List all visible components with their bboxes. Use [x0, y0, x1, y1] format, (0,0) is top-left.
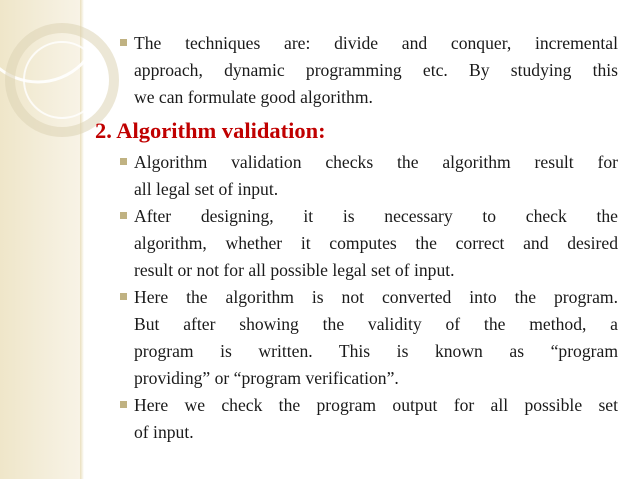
bullet-line: result or not for all possible legal set of input.	[134, 260, 455, 280]
bullet-line: program is written. This is known as “program	[134, 341, 618, 361]
bullet-marker	[120, 401, 127, 408]
bullet-not-converted	[134, 284, 618, 392]
bullet-marker	[120, 212, 127, 219]
bullet-after-designing	[134, 203, 618, 284]
bullet-line: The techniques are: divide and conquer, incremental	[134, 33, 618, 53]
section-heading: 2. Algorithm validation:	[95, 118, 326, 143]
bullet-line: Here we check the program output for all possible set	[134, 395, 618, 415]
bullet-line: all legal set of input.	[134, 179, 279, 199]
bullet-line: algorithm, whether it computes the correct and desired	[134, 233, 618, 253]
bullet-line: After designing, it is necessary to check the	[134, 206, 618, 226]
bullet-check-output	[134, 392, 618, 446]
bullet-line: But after showing the validity of the method, a	[134, 314, 618, 334]
bullet-marker	[120, 293, 127, 300]
bullet-techniques	[134, 30, 618, 111]
bullet-line: Here the algorithm is not converted into the program.	[134, 287, 618, 307]
bullet-line: of input.	[134, 422, 194, 442]
bullet-marker	[120, 39, 127, 46]
bullet-validation-checks	[134, 149, 618, 203]
bullet-line: approach, dynamic programming etc. By studying this	[134, 60, 618, 80]
bullet-marker	[120, 158, 127, 165]
bullet-line: Algorithm validation checks the algorithm result for	[134, 152, 618, 172]
bullet-line: providing” or “program verification”.	[134, 368, 399, 388]
bullet-line: we can formulate good algorithm.	[134, 87, 373, 107]
